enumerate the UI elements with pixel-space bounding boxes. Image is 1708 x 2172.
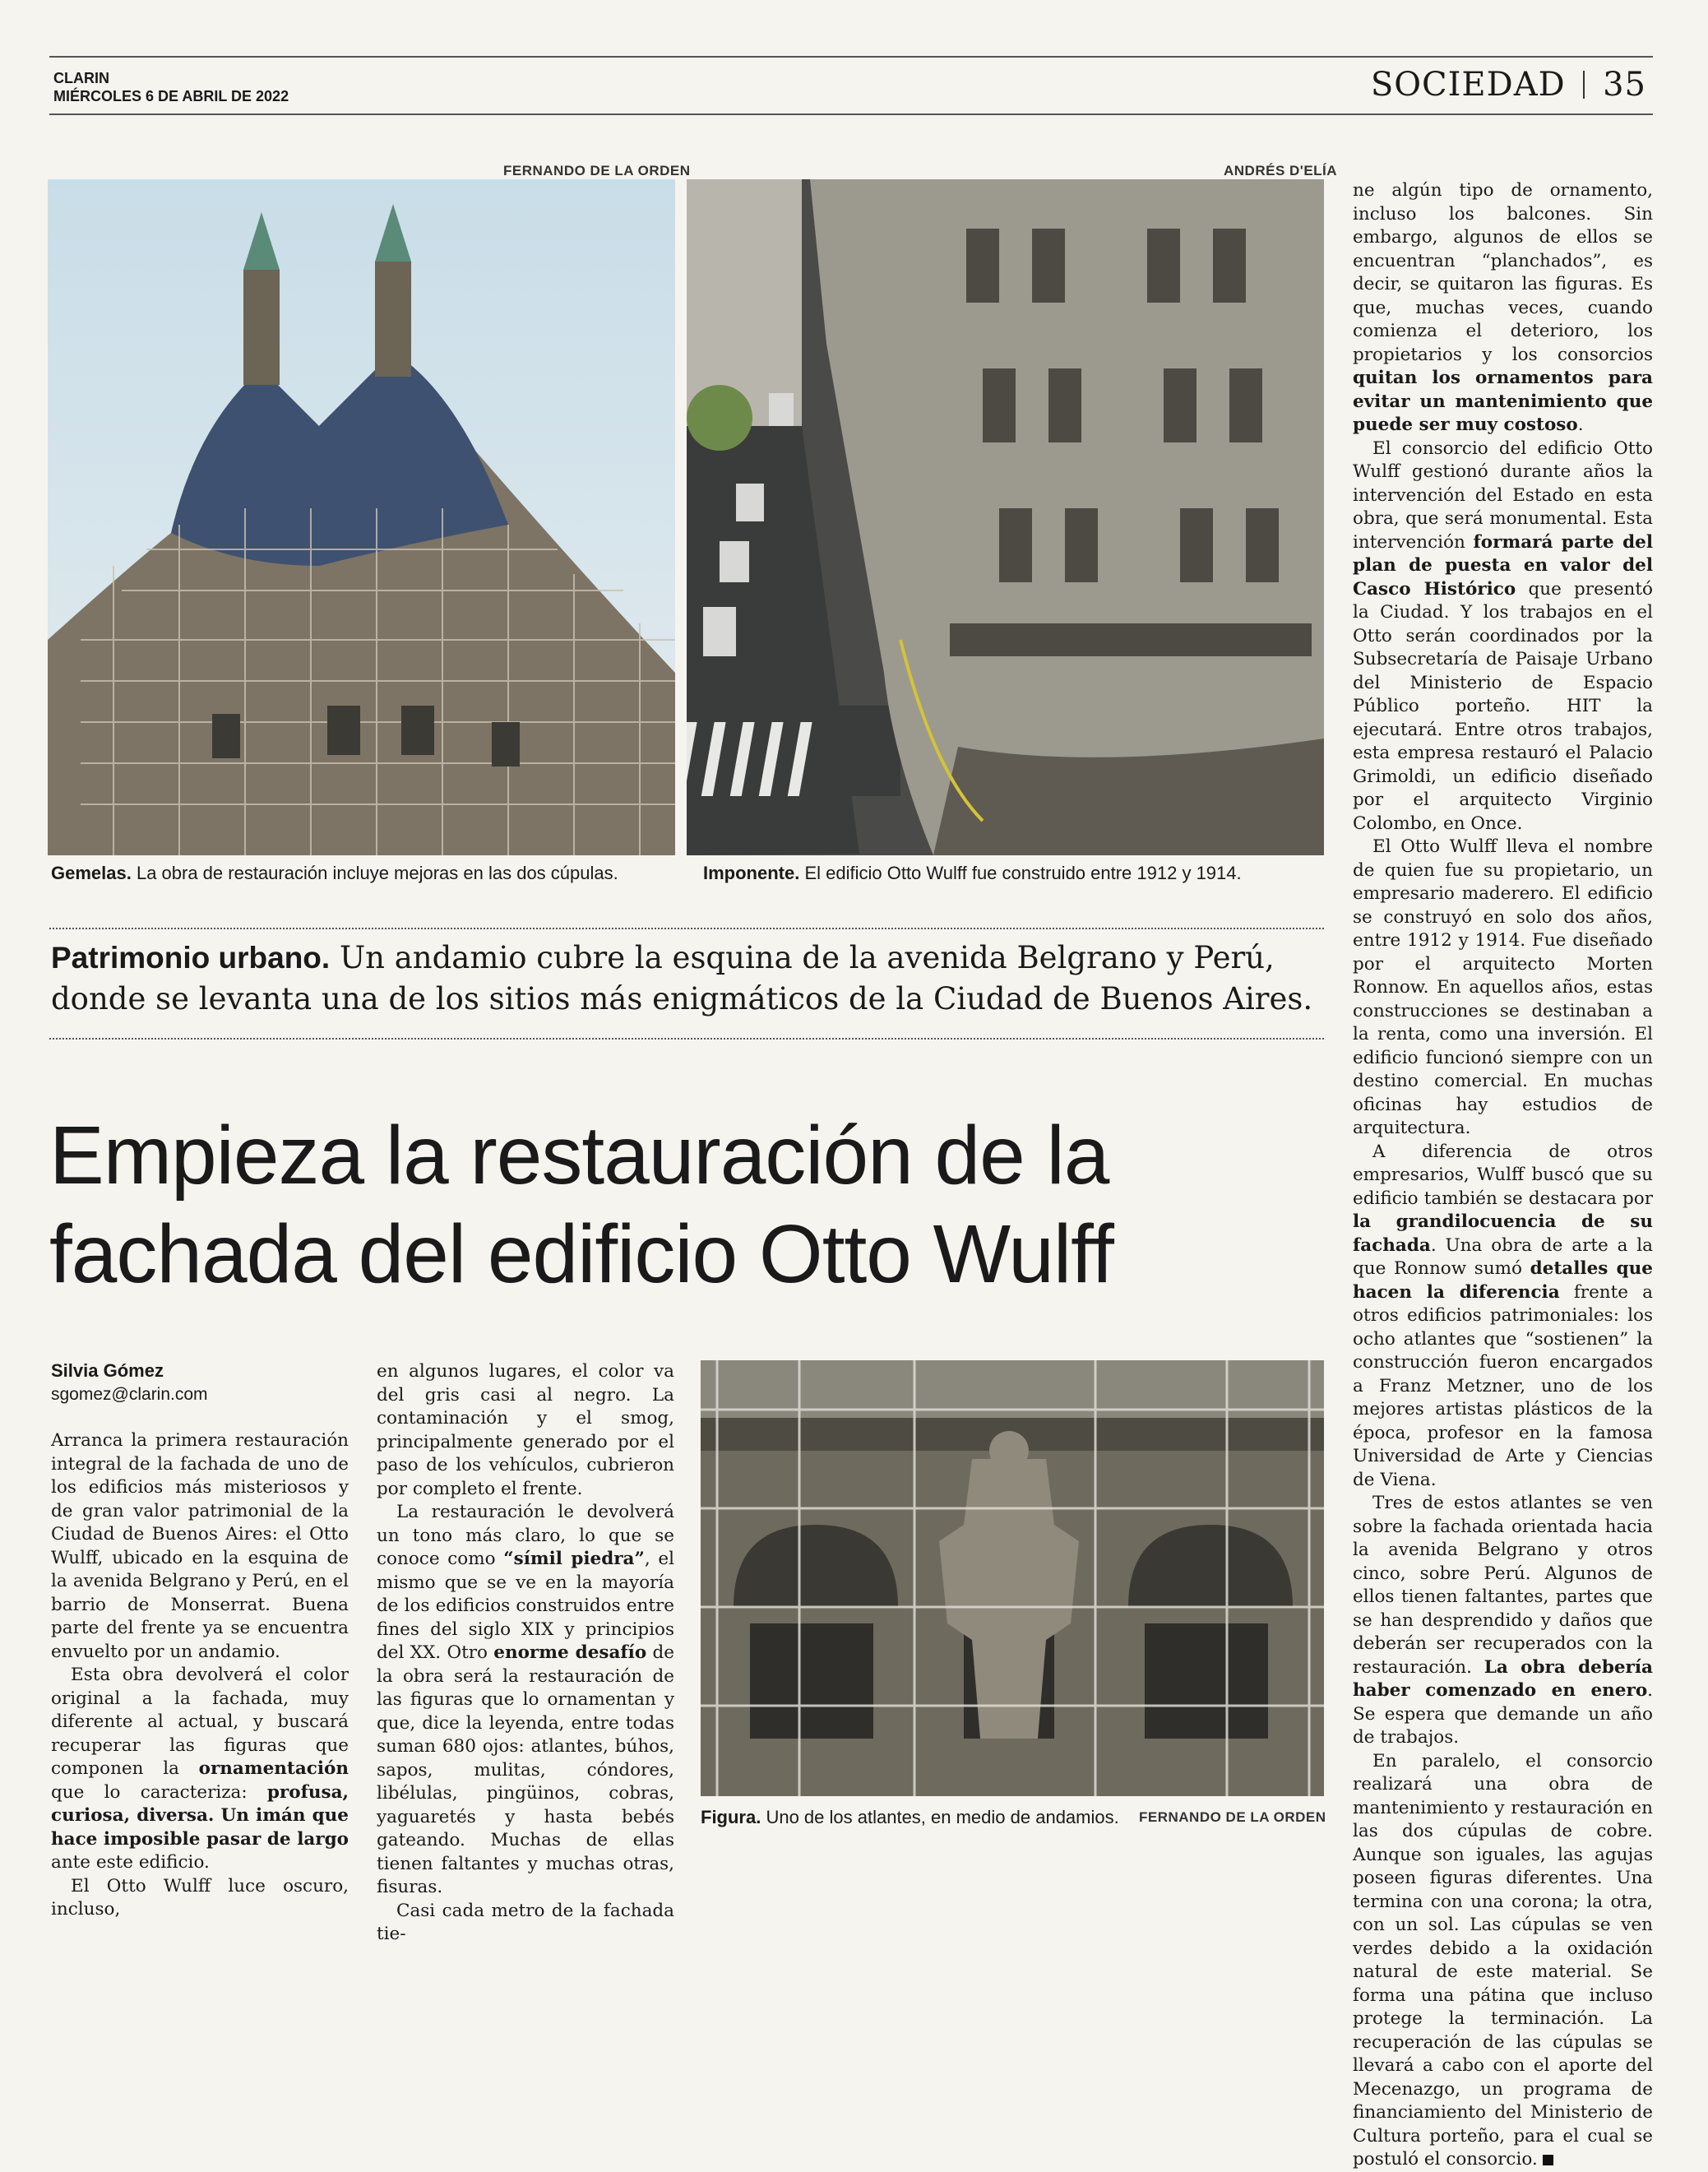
bold-run: “símil piedra” bbox=[503, 1549, 645, 1569]
text-run: de la obra será la restauración de las figuras que lo ornamentan y que, dice la leyenda, entre todas suman 680 ojos: atlantes, búhos, sapos, mulitas, cóndores, libélulas, pingüinos, cobras, yaguaretés y hasta bebés gateando. Muchas de ellas tienen faltantes y muchas otras, fisuras. bbox=[377, 1642, 674, 1897]
body-column-1 bbox=[51, 1429, 349, 1922]
paragraph bbox=[377, 1501, 674, 1900]
section-header bbox=[1371, 66, 1646, 104]
aerial-illustration bbox=[687, 179, 1324, 855]
bold-run: profusa, curiosa, diversa. Un imán que hace imposible pasar de largo bbox=[51, 1781, 349, 1850]
masthead bbox=[53, 69, 289, 105]
caption-atlante-bold: Figura. bbox=[701, 1807, 761, 1827]
caption-domes bbox=[51, 862, 684, 885]
paragraph bbox=[51, 1664, 349, 1875]
byline-name: Silvia Gómez bbox=[51, 1360, 164, 1381]
paragraph bbox=[1353, 179, 1653, 438]
domes-illustration bbox=[48, 179, 675, 855]
text-run: ante este edificio. bbox=[51, 1852, 210, 1873]
section-name: SOCIEDAD bbox=[1370, 66, 1566, 104]
bold-run: formará parte del plan de puesta en valor del Casco Histórico bbox=[1353, 531, 1653, 600]
kicker-rule-bottom bbox=[49, 1038, 1324, 1040]
text-run: . bbox=[1577, 414, 1584, 435]
header-rule bbox=[49, 113, 1653, 115]
paragraph: El Otto Wulff luce oscuro, incluso, bbox=[51, 1875, 349, 1920]
kicker-rule-top bbox=[49, 928, 1324, 929]
bold-run: enorme desafío bbox=[493, 1642, 647, 1663]
text-run: . Se espera que demande un año de trabajos. bbox=[1353, 1680, 1653, 1748]
photo-credit-left: FERNANDO DE LA ORDEN bbox=[503, 163, 691, 178]
paper-name: CLARIN bbox=[53, 70, 109, 86]
caption-aerial-bold: Imponente. bbox=[703, 863, 800, 883]
text-run: Tres de estos atlantes se ven sobre la fachada orientada hacia la avenida Belgrano y otros cinco, sobre Perú. Algunos de ellos tienen faltantes, partes que se han desprendido y daños que deberán ser recuperados con la restauración. bbox=[1353, 1493, 1653, 1678]
caption-atlante bbox=[701, 1806, 1161, 1829]
text-run: . Una obra de arte a la que Ronnow sumó bbox=[1353, 1234, 1653, 1279]
paragraph: Arranca la primera restauración integral de la fachada de uno de los edificios más misteriosos y de gran valor patrimonial de la Ciudad de Buenos Aires: el Otto Wulff, ubicado en la esquina de la avenida Belgrano y Perú, en el barrio de Monserrat. Buena parte del frente ya se encuentra envuelto por un andamio. bbox=[51, 1430, 349, 1662]
paragraph: El Otto Wulff lleva el nombre de quien fue su propietario, un empresario maderero. El edificio se construyó en solo dos años, entre 1912 y 1914. Fue diseñado por el arquitecto Morten Ronnow. En aquellos años, estas construcciones se destinaban a la renta, como una inversión. El edificio funcionó siempre con un destino comercial. En muchas oficinas hay estudios de arquitectura. bbox=[1353, 836, 1653, 1138]
bold-run: ornamentación bbox=[198, 1758, 349, 1779]
text-run: La restauración le devolverá un tono más claro, lo que se conoce como bbox=[377, 1502, 674, 1569]
text-run: En paralelo, el consorcio realizará una obra de mantenimiento y restauración en las dos cúpulas de cobre. Aunque son iguales, las agujas poseen figuras diferentes. Una termina con una corona; la otra, con un sol. Las cúpulas se ven verdes debido a la oxidación natural de este material. Se forma una pátina que incluso protege la terminación. La recuperación de las cúpulas se llevará a cabo con el aporte del Mecenazgo, un programa de financiamiento del Ministerio de Cultura porteño, para el cual se postuló el consorcio. bbox=[1353, 1750, 1653, 2170]
headline: Empieza la restauración de la fachada del edificio Otto Wulff bbox=[49, 1109, 1113, 1300]
bold-run: la grandilocuencia de su fachada bbox=[1353, 1211, 1653, 1256]
caption-aerial-text: El edificio Otto Wulff fue construido entre 1912 y 1914. bbox=[799, 863, 1242, 883]
paragraph: Casi cada metro de la fachada tie- bbox=[377, 1900, 674, 1944]
paragraph: en algunos lugares, el color va del gris casi al negro. La contaminación y el smog, principalmente generado por el paso de los vehículos, cubrieron por completo el frente. bbox=[377, 1361, 674, 1499]
caption-aerial bbox=[703, 862, 1328, 885]
caption-domes-text: La obra de restauración incluye mejoras en las dos cúpulas. bbox=[131, 863, 618, 883]
text-run: El consorcio del edificio Otto Wulff gestionó durante años la intervención del Estado en esta obra, que será monumental. Esta intervención bbox=[1353, 438, 1653, 553]
issue-date: MIÉRCOLES 6 DE ABRIL DE 2022 bbox=[53, 88, 289, 104]
bold-run: detalles que hacen la diferencia bbox=[1353, 1258, 1653, 1303]
kicker-bold: Patrimonio urbano. bbox=[51, 941, 331, 975]
paragraph bbox=[1353, 1750, 1653, 2172]
caption-atlante-text: Uno de los atlantes, en medio de andamios. bbox=[761, 1807, 1119, 1827]
paragraph bbox=[1353, 1141, 1653, 1493]
bold-run: La obra debería haber comenzado en enero bbox=[1353, 1656, 1653, 1701]
photo-credit-right: ANDRÉS D'ELÍA bbox=[1224, 163, 1338, 178]
top-rule bbox=[49, 56, 1653, 58]
atlante-illustration bbox=[701, 1360, 1324, 1796]
page-number: 35 bbox=[1603, 66, 1646, 104]
photo-domes bbox=[48, 179, 675, 855]
body-column-2 bbox=[377, 1360, 674, 1947]
paragraph bbox=[1353, 1492, 1653, 1750]
kicker bbox=[51, 938, 1334, 1020]
text-run: que lo caracteriza: bbox=[51, 1781, 267, 1803]
text-run: A diferencia de otros empresarios, Wulff buscó que su edificio también se destacara por bbox=[1353, 1141, 1653, 1209]
photo-credit-bottom: FERNANDO DE LA ORDEN bbox=[1139, 1809, 1326, 1825]
text-run: frente a otros edificios patrimoniales: los ocho atlantes que “sostienen” la construcción fueron encargados a Franz Metzner, uno de los mejores artistas plásticos de la época, profesor en la famosa Universidad de Arte y Ciencias de Viena. bbox=[1353, 1281, 1653, 1490]
body-column-3 bbox=[1353, 179, 1653, 2172]
caption-domes-bold: Gemelas. bbox=[51, 863, 132, 883]
text-run: que presentó la Ciudad. Y los trabajos en el Otto serán coordinados por la Subsecretaría de Paisaje Urbano del Ministerio de Espacio Público porteño. HIT la ejecutará. Entre otros trabajos, esta empresa restauró el Palacio Grimoldi, un edificio diseñado por el arquitecto Virginio Colombo, en Once. bbox=[1353, 578, 1653, 834]
end-of-article-mark bbox=[1543, 2155, 1553, 2165]
section-divider bbox=[1583, 71, 1585, 99]
photo-atlante bbox=[701, 1360, 1324, 1796]
text-run: Esta obra devolverá el color original a la fachada, muy diferente al actual, y buscará recuperar las figuras que componen la bbox=[51, 1665, 349, 1779]
photo-aerial bbox=[687, 179, 1324, 855]
byline-email[interactable]: sgomez@clarin.com bbox=[51, 1385, 208, 1404]
bold-run: quitan los ornamentos para evitar un mantenimiento que puede ser muy costoso bbox=[1353, 368, 1653, 435]
kicker-text: Un andamio cubre la esquina de la avenida Belgrano y Perú, donde se levanta una de los sitios más enigmáticos de la Ciudad de Buenos Aires. bbox=[51, 940, 1313, 1017]
paragraph bbox=[1353, 438, 1653, 836]
text-run: ne algún tipo de ornamento, incluso los balcones. Sin embargo, algunos de ellos se encuentran “planchados”, es decir, se quitaron las figuras. Es que, muchas veces, cuando comienza el deterioro, los propietarios y los consorcios bbox=[1353, 180, 1653, 365]
text-run: , el mismo que se ve en la mayoría de los edificios construidos entre fines del siglo XIX y principios del XX. Otro bbox=[377, 1549, 674, 1663]
